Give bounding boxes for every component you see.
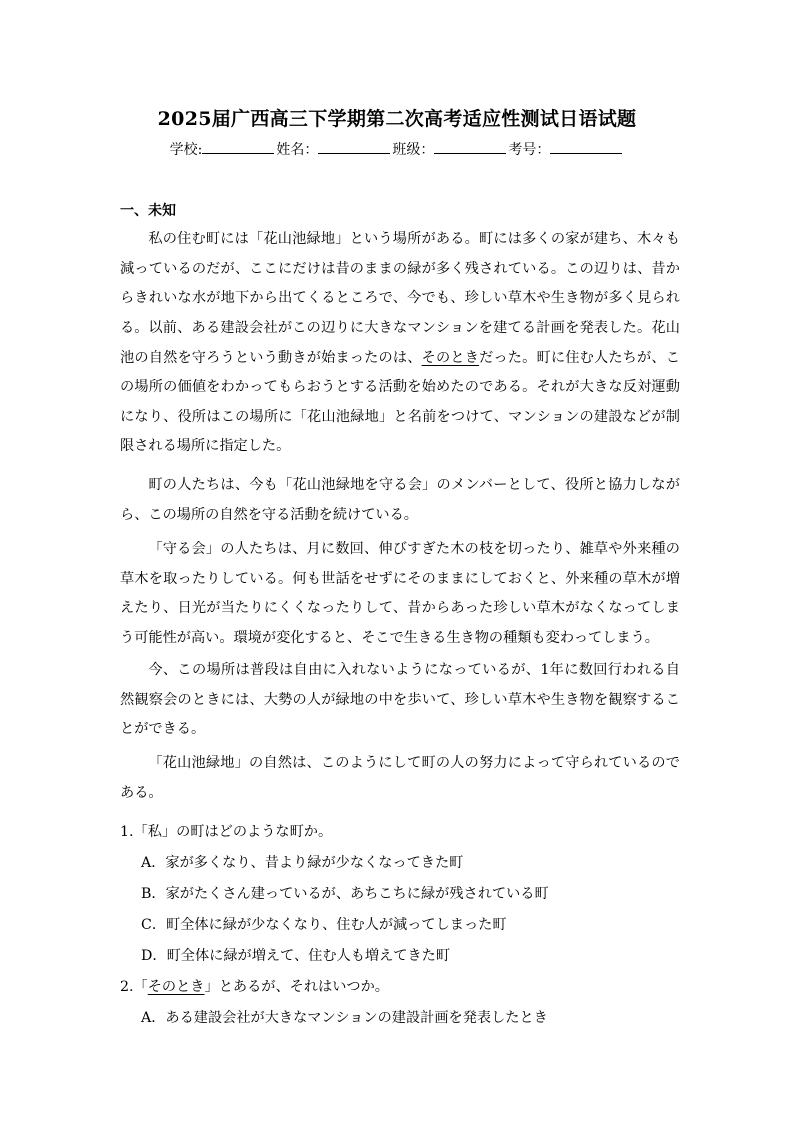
question-1-option-a: A．家が多くなり、昔より緑が少なくなってきた町 bbox=[141, 855, 464, 871]
passage-paragraph-3: 町の人たちは、今も「花山池緑地を守る会」のメンバーとして、役所と協力しながら、この場所の自然を守る活動を続けている。 bbox=[120, 477, 680, 523]
exam-number-blank bbox=[550, 140, 622, 154]
question-2-stem bbox=[120, 976, 389, 996]
section-heading: 一、未知 bbox=[120, 203, 176, 219]
name-blank bbox=[318, 140, 390, 154]
paragraph-2-text-before: 以前、ある建設会社がこの辺りに大きなマンションを建てる計画を発表した。花山池の自然を守ろうという動きが始まったのは、 bbox=[120, 320, 680, 366]
passage-paragraph-2 bbox=[120, 314, 680, 462]
class-blank bbox=[434, 140, 506, 154]
paragraph-2-text-after: だった。町に住む人たちが、この場所の価値をわかってもらおうとする活動を始めたのである。それが大きな反対運動になり、役所はこの場所に「花山池緑地」と名前をつけて、マンションの建設などが制限される場所に指定した。 bbox=[120, 349, 680, 454]
passage-paragraph-1: 私の住む町には「花山池緑地」という場所がある。町には多くの家が建ち、木々も減っているのだが、ここにだけは昔のままの緑が多く残されている。この辺りは、昔からきれいな水が地下から出てくるところで、今でも、珍しい草木や生き物が多く見られる。 bbox=[120, 231, 680, 336]
underlined-phrase: そのとき bbox=[421, 349, 480, 366]
question-1-stem: 1.「私」の町はどのような町か。 bbox=[120, 824, 333, 840]
passage-paragraph-4: 「守る会」の人たちは、月に数回、伸びすぎた木の枝を切ったり、雑草や外来種の草木を取ったりしている。何も世話をせずにそのままにしておくと、外来種の草木が増えたり、日光が当たりにくくなったりして、昔からあった珍しい草木がなくなってしまう可能性が高い。環境が変化すると、そこで生きる生き物の種類も変わってしまう。 bbox=[120, 541, 680, 646]
student-info-line bbox=[0, 139, 794, 159]
exam-number-label: 考号： bbox=[508, 142, 551, 158]
question-2-underlined-phrase: そのとき bbox=[147, 979, 205, 995]
question-1-option-b: B．家がたくさん建っているが、あちこちに緑が残されている町 bbox=[141, 886, 549, 902]
question-2-option-a: A．ある建設会社が大きなマンションの建設計画を発表したとき bbox=[141, 1010, 548, 1026]
question-1-option-d: D．町全体に緑が増えて、住む人も増えてきた町 bbox=[141, 948, 451, 964]
school-label: 学校: bbox=[169, 142, 203, 158]
school-blank bbox=[202, 140, 274, 154]
passage-paragraph-5: 今、この場所は普段は自由に入れないようになっているが、1年に数回行われる自然観察会のときには、大勢の人が緑地の中を歩いて、珍しい草木や生き物を観察することができる。 bbox=[120, 662, 680, 737]
question-2-stem-prefix: 2.「 bbox=[120, 979, 148, 995]
question-2-stem-suffix: 」とあるが、それはいつか。 bbox=[204, 979, 389, 995]
name-label: 姓名： bbox=[276, 142, 319, 158]
question-1-option-c: C．町全体に緑が少なくなり、住む人が減ってしまった町 bbox=[141, 917, 507, 933]
class-label: 班级： bbox=[392, 142, 435, 158]
document-title: 2025届广西高三下学期第二次高考适应性测试日语试题 bbox=[157, 108, 637, 130]
passage-paragraph-6: 「花山池緑地」の自然は、このようにして町の人の努力によって守られているのである。 bbox=[120, 755, 680, 801]
